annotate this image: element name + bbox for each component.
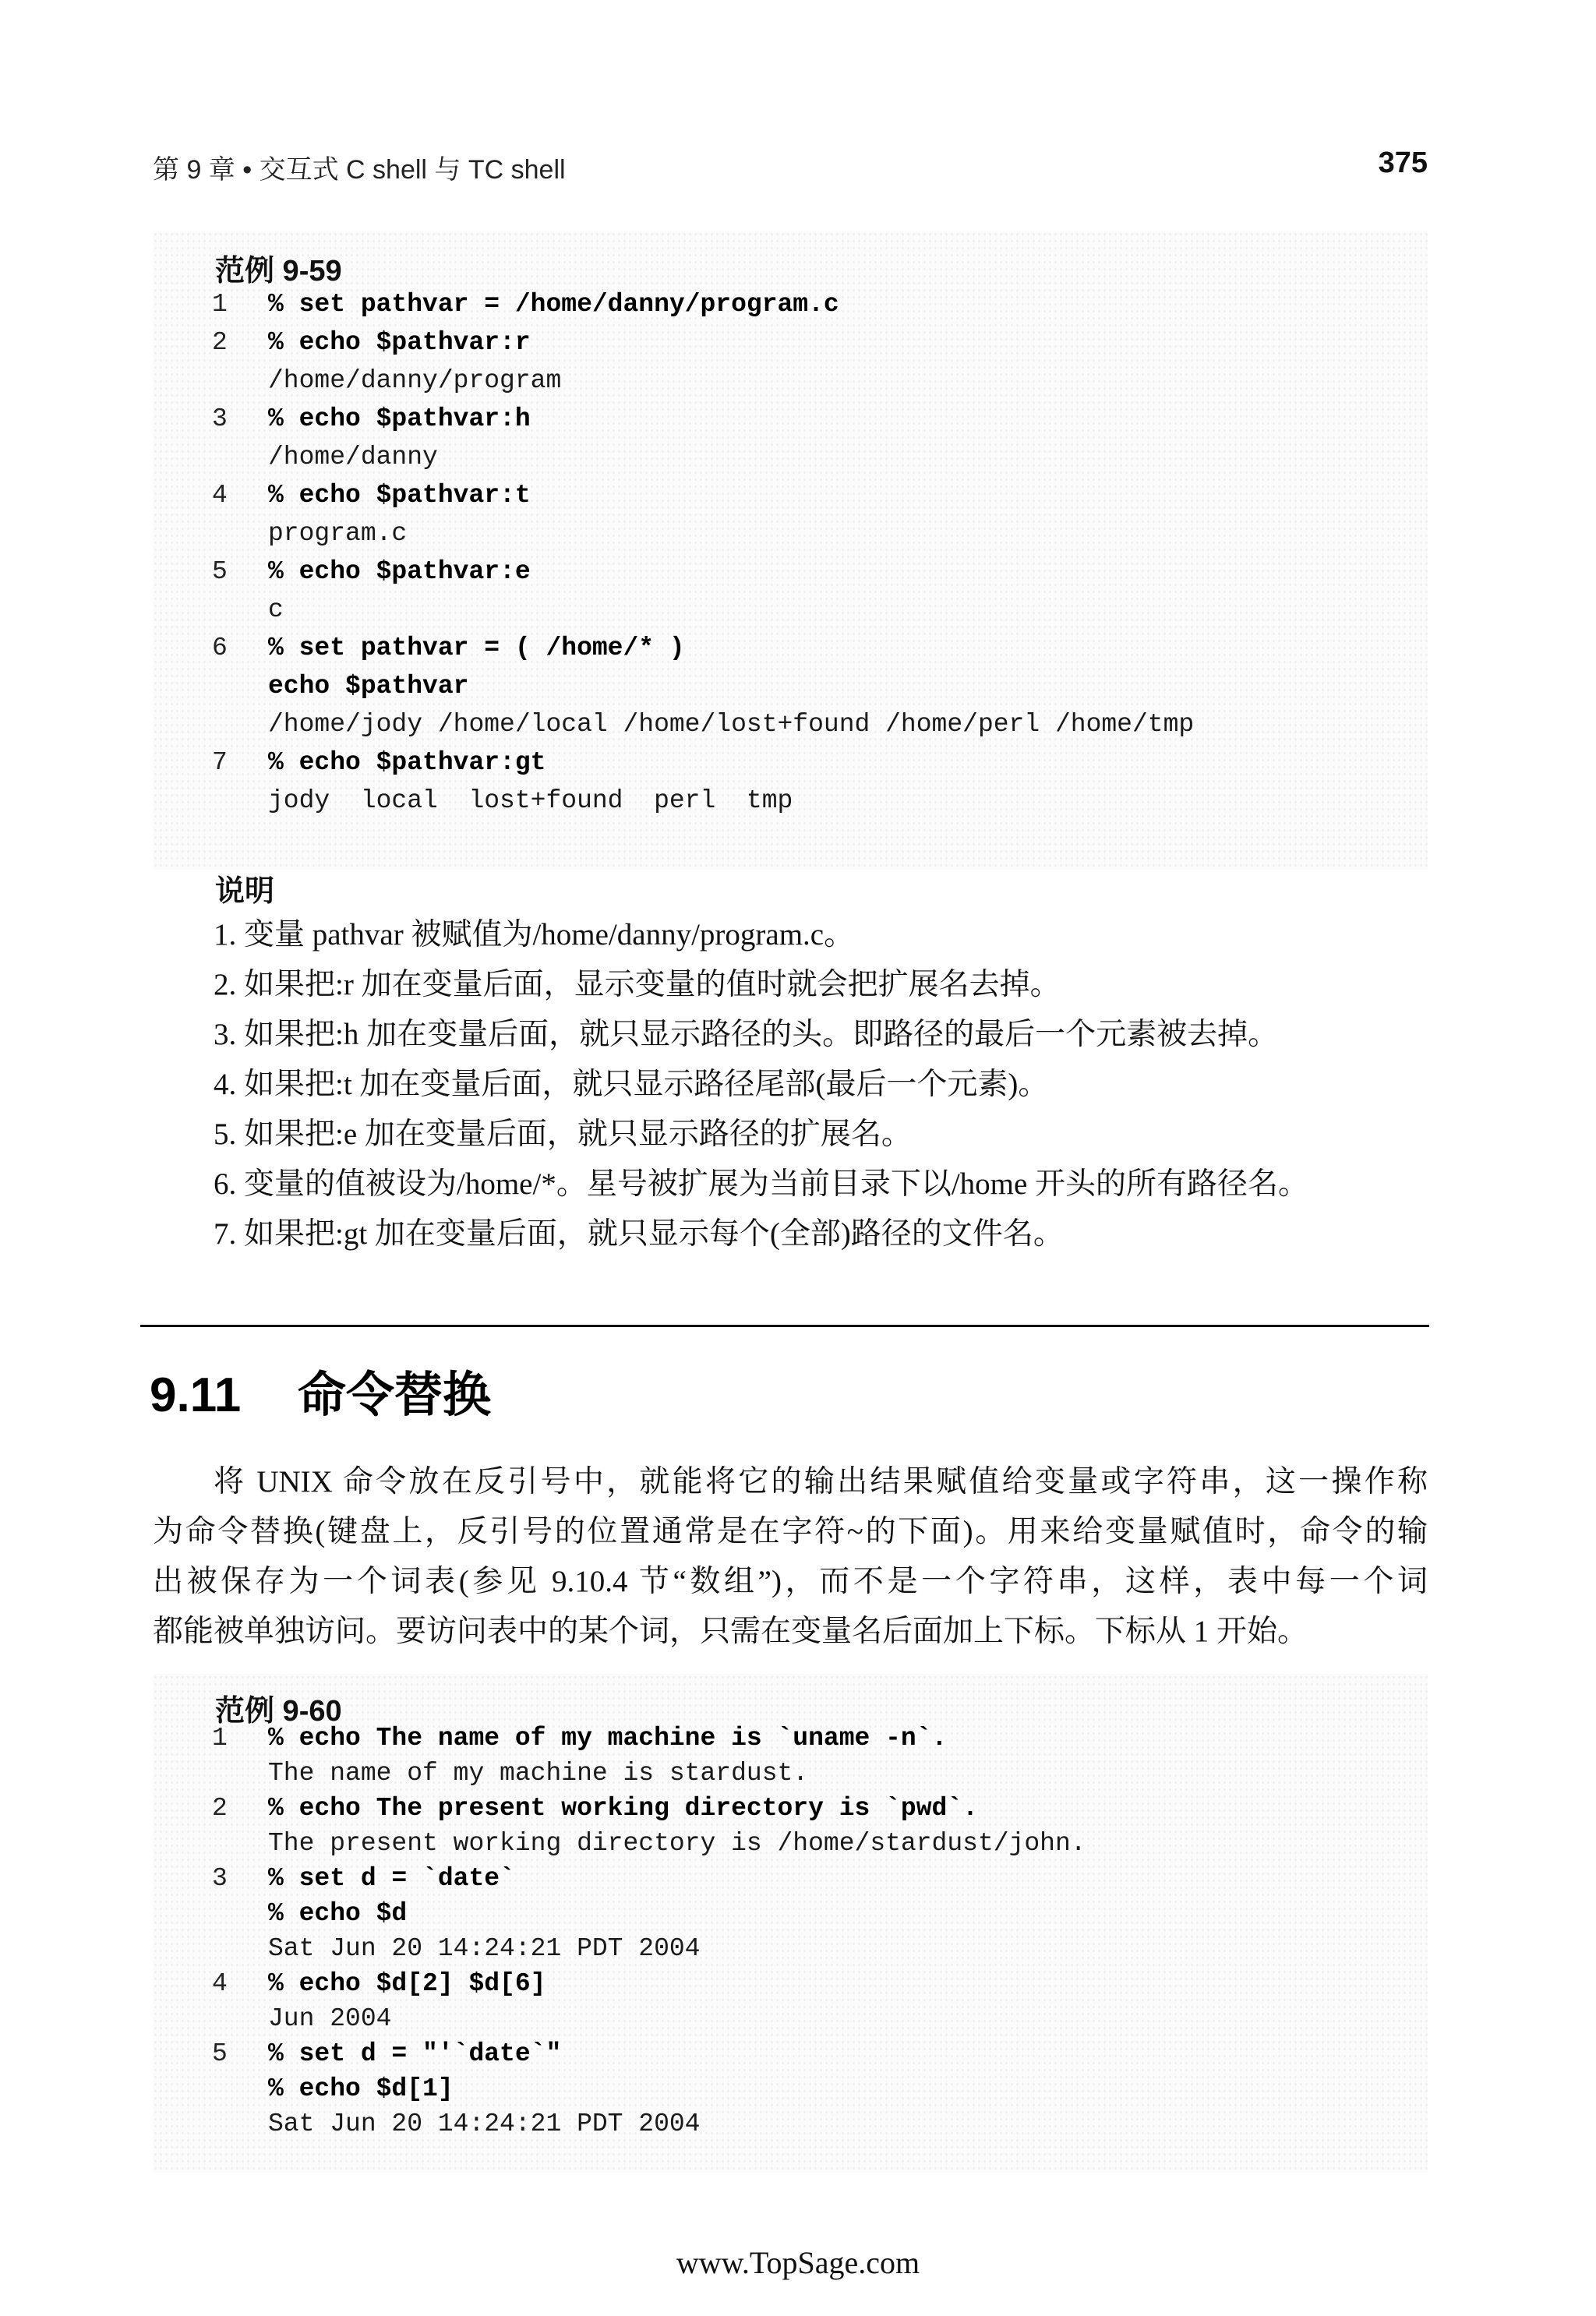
chapter-title: 第 9 章 • 交互式 C shell 与 TC shell bbox=[153, 155, 566, 185]
code-line bbox=[153, 2074, 1428, 2112]
code-text: Jun 2004 bbox=[268, 2004, 392, 2033]
notes-title: 说明 bbox=[215, 875, 275, 908]
code-line bbox=[153, 672, 1428, 709]
code-text: Sat Jun 20 14:24:21 PDT 2004 bbox=[268, 1934, 701, 1963]
note-item: 7. 如果把:gt 加在变量后面，就只显示每个(全部)路径的文件名。 bbox=[214, 1217, 1064, 1251]
line-number: 3 bbox=[212, 1864, 228, 1893]
page-number: 375 bbox=[1378, 147, 1428, 179]
paragraph-line: 为命令替换(键盘上，反引号的位置通常是在字符~的下面)。用来给变量赋值时，命令的输 bbox=[153, 1515, 1428, 1548]
section-title: 命令替换 bbox=[298, 1368, 492, 1422]
code-text: % echo The name of my machine is `uname -n`. bbox=[268, 1724, 948, 1753]
code-text: % echo $d bbox=[268, 1899, 408, 1928]
line-number: 4 bbox=[212, 481, 228, 510]
code-line bbox=[153, 443, 1428, 480]
code-text: % echo $d[2] $d[6] bbox=[268, 1969, 546, 1998]
line-number: 1 bbox=[212, 1724, 228, 1753]
code-line bbox=[153, 1794, 1428, 1831]
section-number: 9.11 bbox=[150, 1368, 242, 1422]
paragraph-line: 都能被单独访问。要访问表中的某个词，只需在变量名后面加上下标。下标从 1 开始。 bbox=[153, 1615, 1308, 1648]
code-line bbox=[153, 748, 1428, 786]
note-item: 1. 变量 pathvar 被赋值为/home/danny/program.c。 bbox=[214, 918, 855, 951]
line-number: 2 bbox=[212, 328, 228, 357]
line-number: 2 bbox=[212, 1794, 228, 1823]
code-text: % set d = "'`date`" bbox=[268, 2039, 562, 2068]
line-number: 7 bbox=[212, 748, 228, 777]
code-text: % echo The present working directory is `pwd`. bbox=[268, 1794, 978, 1823]
code-line bbox=[153, 404, 1428, 442]
code-line bbox=[153, 519, 1428, 556]
code-text: Sat Jun 20 14:24:21 PDT 2004 bbox=[268, 2109, 701, 2138]
code-line bbox=[153, 786, 1428, 824]
paragraph-line: 出被保存为一个词表(参见 9.10.4 节“数组”)，而不是一个字符串，这样，表中每一个词 bbox=[153, 1565, 1428, 1598]
code-line bbox=[153, 1724, 1428, 1761]
section-divider bbox=[140, 1325, 1429, 1327]
code-line bbox=[153, 1864, 1428, 1901]
code-line bbox=[153, 290, 1428, 327]
footer-url: www.TopSage.com bbox=[676, 2245, 920, 2280]
code-line bbox=[153, 634, 1428, 671]
line-number: 3 bbox=[212, 404, 228, 433]
section-paragraph bbox=[153, 1457, 1428, 1660]
code-text: % echo $pathvar:e bbox=[268, 557, 531, 586]
line-number: 5 bbox=[212, 2039, 228, 2068]
code-line bbox=[153, 1969, 1428, 2007]
code-line bbox=[153, 595, 1428, 633]
code-text: % echo $pathvar:t bbox=[268, 481, 531, 510]
line-number: 6 bbox=[212, 634, 228, 662]
note-item: 5. 如果把:e 加在变量后面，就只显示路径的扩展名。 bbox=[214, 1117, 912, 1151]
code-text: /home/jody /home/local /home/lost+found /home/perl /home/tmp bbox=[268, 710, 1195, 739]
code-line bbox=[153, 1829, 1428, 1866]
example-title: 范例 9-60 bbox=[215, 1695, 342, 1728]
note-item: 3. 如果把:h 加在变量后面，就只显示路径的头。即路径的最后一个元素被去掉。 bbox=[214, 1018, 1279, 1051]
code-line bbox=[153, 1759, 1428, 1796]
section-heading bbox=[150, 1356, 491, 1425]
code-line bbox=[153, 557, 1428, 595]
code-line bbox=[153, 710, 1428, 747]
code-text: /home/danny/program bbox=[268, 366, 562, 395]
line-number: 1 bbox=[212, 290, 228, 319]
code-line bbox=[153, 481, 1428, 518]
running-header bbox=[153, 148, 1428, 187]
note-item: 2. 如果把:r 加在变量后面，显示变量的值时就会把扩展名去掉。 bbox=[214, 968, 1061, 1001]
code-line bbox=[153, 2109, 1428, 2147]
example-9-59 bbox=[153, 231, 1428, 870]
example-title: 范例 9-59 bbox=[215, 255, 342, 288]
code-text: c bbox=[268, 595, 284, 624]
code-text: program.c bbox=[268, 519, 408, 548]
note-item: 6. 变量的值被设为/home/*。星号被扩展为当前目录下以/home 开头的所有路径名。 bbox=[214, 1167, 1309, 1201]
line-number: 4 bbox=[212, 1969, 228, 1998]
code-text: % echo $pathvar:gt bbox=[268, 748, 546, 777]
code-text: The name of my machine is stardust. bbox=[268, 1759, 809, 1788]
code-line bbox=[153, 2004, 1428, 2042]
code-text: echo $pathvar bbox=[268, 672, 469, 701]
code-text: % set pathvar = ( /home/* ) bbox=[268, 634, 685, 662]
line-number: 5 bbox=[212, 557, 228, 586]
code-line bbox=[153, 328, 1428, 365]
code-text: % set d = `date` bbox=[268, 1864, 515, 1893]
code-text: % echo $pathvar:h bbox=[268, 404, 531, 433]
code-text: % set pathvar = /home/danny/program.c bbox=[268, 290, 839, 319]
note-item: 4. 如果把:t 加在变量后面，就只显示路径尾部(最后一个元素)。 bbox=[214, 1068, 1049, 1101]
code-text: The present working directory is /home/stardust/john. bbox=[268, 1829, 1086, 1858]
example-9-60 bbox=[153, 1674, 1428, 2173]
code-text: % echo $pathvar:r bbox=[268, 328, 531, 357]
code-line bbox=[153, 1934, 1428, 1972]
code-line bbox=[153, 1899, 1428, 1936]
code-text: /home/danny bbox=[268, 443, 438, 471]
code-line bbox=[153, 366, 1428, 404]
code-text: % echo $d[1] bbox=[268, 2074, 454, 2103]
code-text: jody local lost+found perl tmp bbox=[268, 786, 793, 815]
paragraph-line: 将 UNIX 命令放在反引号中，就能将它的输出结果赋值给变量或字符串，这一操作称 bbox=[214, 1465, 1428, 1499]
code-line bbox=[153, 2039, 1428, 2077]
